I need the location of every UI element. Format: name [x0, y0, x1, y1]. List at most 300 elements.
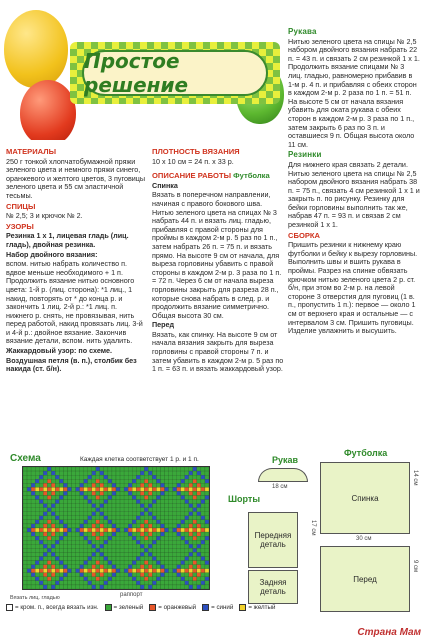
chart-cell — [197, 520, 201, 524]
chart-cell — [148, 528, 152, 532]
chart-cell — [152, 483, 156, 487]
chart-cell — [39, 569, 43, 573]
chart-cell — [120, 569, 124, 573]
chart-cell — [104, 483, 108, 487]
chart-cell — [104, 508, 108, 512]
chart-cell — [136, 467, 140, 471]
chart-cell — [124, 544, 128, 548]
chart-cell — [39, 504, 43, 508]
chart-cell — [51, 471, 55, 475]
chart-cell — [165, 569, 169, 573]
tshirt-front-part — [320, 546, 410, 612]
chart-cell — [201, 585, 205, 589]
chart-cell — [120, 544, 124, 548]
chart-cell — [128, 524, 132, 528]
chart-cell — [197, 540, 201, 544]
chart-cell — [152, 516, 156, 520]
chart-cell — [59, 479, 63, 483]
chart-cell — [124, 569, 128, 573]
chart-cell — [140, 573, 144, 577]
chart-cell — [35, 479, 39, 483]
chart-cell — [197, 508, 201, 512]
chart-cell — [120, 581, 124, 585]
chart-cell — [201, 524, 205, 528]
chart-cell — [132, 544, 136, 548]
chart-cell — [160, 524, 164, 528]
needles-heading: СПИЦЫ — [6, 201, 36, 211]
chart-cell — [67, 544, 71, 548]
description-item: Футболка — [233, 171, 270, 181]
chart-cell — [80, 504, 84, 508]
chart-cell — [169, 569, 173, 573]
red-balloon-icon — [20, 80, 76, 140]
chart-cell — [148, 569, 152, 573]
chart-cell — [160, 508, 164, 512]
chart-cell — [51, 552, 55, 556]
chart-cell — [205, 495, 209, 499]
chart-cell — [140, 548, 144, 552]
chart-cell — [165, 577, 169, 581]
chart-cell — [63, 471, 67, 475]
chart-cell — [31, 573, 35, 577]
chart-cell — [148, 520, 152, 524]
chart-cell — [132, 569, 136, 573]
chart-cell — [96, 528, 100, 532]
chart-cell — [165, 471, 169, 475]
chart-cell — [116, 491, 120, 495]
chart-cell — [177, 561, 181, 565]
chart-cell — [100, 471, 104, 475]
chart-cell — [193, 573, 197, 577]
chart-cell — [169, 475, 173, 479]
chart-cell — [96, 536, 100, 540]
chart-cell — [177, 577, 181, 581]
chart-cell — [152, 561, 156, 565]
chart-cell — [116, 504, 120, 508]
chart-cell — [92, 491, 96, 495]
chart-cell — [55, 512, 59, 516]
chart-cell — [177, 487, 181, 491]
chart-cell — [140, 581, 144, 585]
chart-cell — [152, 524, 156, 528]
chart-cell — [76, 532, 80, 536]
chart-cell — [76, 581, 80, 585]
chart-cell — [201, 573, 205, 577]
legend-blue: = синий — [211, 604, 234, 612]
chart-cell — [43, 475, 47, 479]
chart-cell — [72, 479, 76, 483]
chart-cell — [136, 475, 140, 479]
chart-cell — [173, 500, 177, 504]
chart-cell — [112, 548, 116, 552]
chart-cell — [132, 552, 136, 556]
chart-cell — [181, 500, 185, 504]
chart-cell — [23, 524, 27, 528]
chart-cell — [47, 516, 51, 520]
chart-cell — [181, 540, 185, 544]
chart-cell — [84, 467, 88, 471]
chart-cell — [177, 524, 181, 528]
chart-cell — [104, 487, 108, 491]
chart-cell — [84, 479, 88, 483]
chart-cell — [23, 500, 27, 504]
chart-cell — [201, 565, 205, 569]
chart-cell — [88, 495, 92, 499]
chart-cell — [116, 556, 120, 560]
chart-cell — [76, 516, 80, 520]
chart-cell — [156, 520, 160, 524]
chart-cell — [43, 483, 47, 487]
chart-cell — [47, 548, 51, 552]
chart-cell — [35, 561, 39, 565]
chart-cell — [35, 495, 39, 499]
chart-cell — [181, 504, 185, 508]
chart-cell — [128, 556, 132, 560]
chart-cell — [169, 532, 173, 536]
chart-cell — [185, 520, 189, 524]
chart-cell — [185, 512, 189, 516]
chart-cell — [108, 487, 112, 491]
chart-cell — [160, 536, 164, 540]
chart-cell — [104, 569, 108, 573]
chart-cell — [169, 487, 173, 491]
chart-cell — [55, 516, 59, 520]
chart-cell — [39, 520, 43, 524]
chart-cell — [35, 577, 39, 581]
chart-cell — [23, 585, 27, 589]
chart-cell — [31, 516, 35, 520]
chart-cell — [100, 520, 104, 524]
chart-cell — [156, 536, 160, 540]
chart-cell — [84, 471, 88, 475]
chart-cell — [31, 561, 35, 565]
chart-cell — [55, 565, 59, 569]
chart-cell — [35, 491, 39, 495]
chart-cell — [67, 512, 71, 516]
chart-cell — [96, 556, 100, 560]
chart-cell — [116, 561, 120, 565]
chart-cell — [35, 544, 39, 548]
chart-cell — [67, 520, 71, 524]
chart-cell — [201, 475, 205, 479]
chart-cell — [148, 504, 152, 508]
chart-cell — [92, 483, 96, 487]
chart-cell — [144, 548, 148, 552]
chart-cell — [120, 556, 124, 560]
chart-cell — [165, 540, 169, 544]
chart-cell — [67, 524, 71, 528]
chart-cell — [67, 556, 71, 560]
chart-cell — [35, 540, 39, 544]
chart-cell — [116, 500, 120, 504]
chart-cell — [31, 471, 35, 475]
chart-cell — [160, 520, 164, 524]
chart-cell — [72, 483, 76, 487]
chart-cell — [55, 504, 59, 508]
chart-cell — [100, 495, 104, 499]
chart-cell — [51, 512, 55, 516]
chart-cell — [205, 581, 209, 585]
rapport-label: раппорт — [120, 592, 143, 598]
chart-cell — [120, 475, 124, 479]
chart-cell — [193, 479, 197, 483]
chart-cell — [80, 569, 84, 573]
chart-cell — [128, 491, 132, 495]
double-knit-title: Набор двойного вязания: — [6, 249, 98, 259]
chart-cell — [31, 540, 35, 544]
chart-cell — [197, 556, 201, 560]
chart-cell — [156, 471, 160, 475]
chart-cell — [169, 495, 173, 499]
chart-cell — [156, 508, 160, 512]
legend-green: = зеленый — [113, 604, 144, 612]
chart-cell — [80, 520, 84, 524]
chart-cell — [35, 565, 39, 569]
chart-cell — [136, 524, 140, 528]
chart-cell — [59, 561, 63, 565]
chart-cell — [88, 544, 92, 548]
chart-cell — [185, 552, 189, 556]
chart-cell — [100, 532, 104, 536]
chart-cell — [104, 548, 108, 552]
chart-cell — [185, 516, 189, 520]
chart-cell — [120, 536, 124, 540]
chart-cell — [76, 556, 80, 560]
chart-cell — [193, 556, 197, 560]
legend-orange: = оранжевый — [158, 604, 197, 612]
chart-cell — [152, 581, 156, 585]
chart-cell — [160, 581, 164, 585]
chart-cell — [181, 569, 185, 573]
chart-cell — [177, 569, 181, 573]
chart-cell — [59, 581, 63, 585]
chart-cell — [160, 556, 164, 560]
chart-cell — [108, 508, 112, 512]
chart-cell — [47, 500, 51, 504]
chart-cell — [148, 536, 152, 540]
chart-cell — [205, 467, 209, 471]
chart-cell — [72, 467, 76, 471]
chart-cell — [165, 483, 169, 487]
chart-cell — [59, 520, 63, 524]
sleeve-shape — [258, 468, 308, 482]
chart-cell — [72, 552, 76, 556]
chart-cell — [72, 569, 76, 573]
chart-cell — [165, 565, 169, 569]
chart-cell — [59, 544, 63, 548]
jacquard-chart — [22, 466, 210, 590]
chart-cell — [193, 565, 197, 569]
chart-cell — [63, 581, 67, 585]
chart-cell — [116, 540, 120, 544]
chart-cell — [27, 540, 31, 544]
chart-cell — [47, 556, 51, 560]
chart-cell — [96, 565, 100, 569]
chart-cell — [92, 512, 96, 516]
density-heading: ПЛОТНОСТЬ ВЯЗАНИЯ — [152, 147, 240, 156]
chart-cell — [39, 532, 43, 536]
chart-cell — [185, 581, 189, 585]
chart-cell — [43, 561, 47, 565]
blue-swatch — [202, 604, 209, 611]
chart-cell — [177, 573, 181, 577]
chart-cell — [88, 573, 92, 577]
chart-cell — [112, 516, 116, 520]
shorts-back-label: Задняя деталь — [259, 578, 287, 596]
chart-cell — [27, 471, 31, 475]
chart-cell — [80, 487, 84, 491]
chart-cell — [120, 520, 124, 524]
chart-cell — [165, 504, 169, 508]
chart-cell — [76, 512, 80, 516]
green-swatch — [105, 604, 112, 611]
chart-cell — [84, 585, 88, 589]
chart-cell — [124, 540, 128, 544]
chart-cell — [23, 569, 27, 573]
chart-cell — [144, 500, 148, 504]
chart-cell — [100, 548, 104, 552]
chart-cell — [144, 585, 148, 589]
chart-cell — [88, 512, 92, 516]
chart-cell — [197, 577, 201, 581]
chart-cell — [72, 491, 76, 495]
chart-cell — [76, 524, 80, 528]
chart-cell — [39, 491, 43, 495]
chart-cell — [120, 565, 124, 569]
chart-cell — [173, 552, 177, 556]
chart-cell — [104, 565, 108, 569]
assembly-heading: СБОРКА — [288, 230, 321, 240]
chart-cell — [59, 577, 63, 581]
chart-cell — [189, 536, 193, 540]
chart-cell — [128, 552, 132, 556]
chart-cell — [112, 500, 116, 504]
chart-cell — [47, 569, 51, 573]
chart-cell — [160, 585, 164, 589]
chart-cell — [124, 504, 128, 508]
chart-cell — [96, 467, 100, 471]
chart-cell — [160, 495, 164, 499]
chart-cell — [23, 516, 27, 520]
chart-cell — [112, 508, 116, 512]
chart-cell — [185, 491, 189, 495]
scheme-title: Схема — [10, 453, 41, 464]
chart-cell — [120, 491, 124, 495]
chart-cell — [39, 577, 43, 581]
chart-cell — [144, 577, 148, 581]
chart-cell — [148, 540, 152, 544]
chart-cell — [197, 491, 201, 495]
chart-cell — [116, 516, 120, 520]
chart-cell — [55, 577, 59, 581]
chart-cell — [144, 532, 148, 536]
chart-cell — [96, 544, 100, 548]
chart-cell — [189, 483, 193, 487]
chart-cell — [67, 487, 71, 491]
chart-cell — [92, 500, 96, 504]
chart-cell — [100, 516, 104, 520]
chart-cell — [197, 504, 201, 508]
chart-cell — [169, 544, 173, 548]
chart-cell — [100, 508, 104, 512]
chart-cell — [63, 491, 67, 495]
chart-cell — [189, 487, 193, 491]
chart-cell — [92, 532, 96, 536]
chart-cell — [193, 483, 197, 487]
chart-cell — [120, 524, 124, 528]
chart-cell — [185, 577, 189, 581]
chart-cell — [96, 508, 100, 512]
chart-cell — [124, 491, 128, 495]
chart-cell — [144, 520, 148, 524]
chart-cell — [100, 577, 104, 581]
chart-cell — [181, 577, 185, 581]
chart-cell — [201, 483, 205, 487]
chart-cell — [76, 569, 80, 573]
chart-cell — [132, 516, 136, 520]
chart-cell — [31, 504, 35, 508]
chart-cell — [84, 524, 88, 528]
chart-cell — [112, 577, 116, 581]
chart-cell — [177, 471, 181, 475]
chart-cell — [31, 508, 35, 512]
chart-cell — [116, 536, 120, 540]
chart-cell — [31, 556, 35, 560]
chart-cell — [59, 524, 63, 528]
chart-cell — [72, 581, 76, 585]
chart-cell — [108, 552, 112, 556]
chart-cell — [88, 524, 92, 528]
chart-cell — [63, 556, 67, 560]
chart-cell — [76, 504, 80, 508]
chart-cell — [63, 532, 67, 536]
chart-cell — [108, 520, 112, 524]
chart-cell — [80, 565, 84, 569]
chart-cell — [39, 475, 43, 479]
chart-cell — [152, 508, 156, 512]
chart-cell — [189, 569, 193, 573]
chart-cell — [72, 495, 76, 499]
chart-cell — [177, 516, 181, 520]
chart-cell — [144, 528, 148, 532]
chart-cell — [173, 475, 177, 479]
chart-cell — [92, 552, 96, 556]
chart-cell — [120, 512, 124, 516]
chart-cell — [205, 536, 209, 540]
chart-cell — [104, 500, 108, 504]
chart-cell — [136, 479, 140, 483]
chart-cell — [116, 544, 120, 548]
chart-cell — [152, 585, 156, 589]
chart-cell — [152, 536, 156, 540]
chart-cell — [193, 544, 197, 548]
chart-cell — [72, 528, 76, 532]
front-title: Перед — [152, 320, 175, 330]
chart-cell — [108, 577, 112, 581]
chart-cell — [189, 565, 193, 569]
chart-cell — [197, 532, 201, 536]
chart-cell — [156, 532, 160, 536]
chart-cell — [185, 483, 189, 487]
chart-cell — [156, 540, 160, 544]
chart-cell — [201, 556, 205, 560]
double-knit-text: вспом. нитью набрать количество п. вдвое меньше необходимого + 1 п. Продолжить вязание нитью основного цвета: 1-й р. (лиц. сторона): *1 лиц., 1 накид, повторять от * до конца р. и закончить 1 лиц. 2-й р.: *1 лиц. п. нижнего р. снять, не провязывая, нить перед работой, накид провязать лиц. 3-й и 4-й р.: двойное вязание. Закончив вязание детали, вспом. нить удалить. — [6, 259, 143, 346]
chart-cell — [160, 516, 164, 520]
chart-cell — [63, 500, 67, 504]
chart-cell — [80, 475, 84, 479]
chart-cell — [124, 495, 128, 499]
chart-cell — [189, 495, 193, 499]
